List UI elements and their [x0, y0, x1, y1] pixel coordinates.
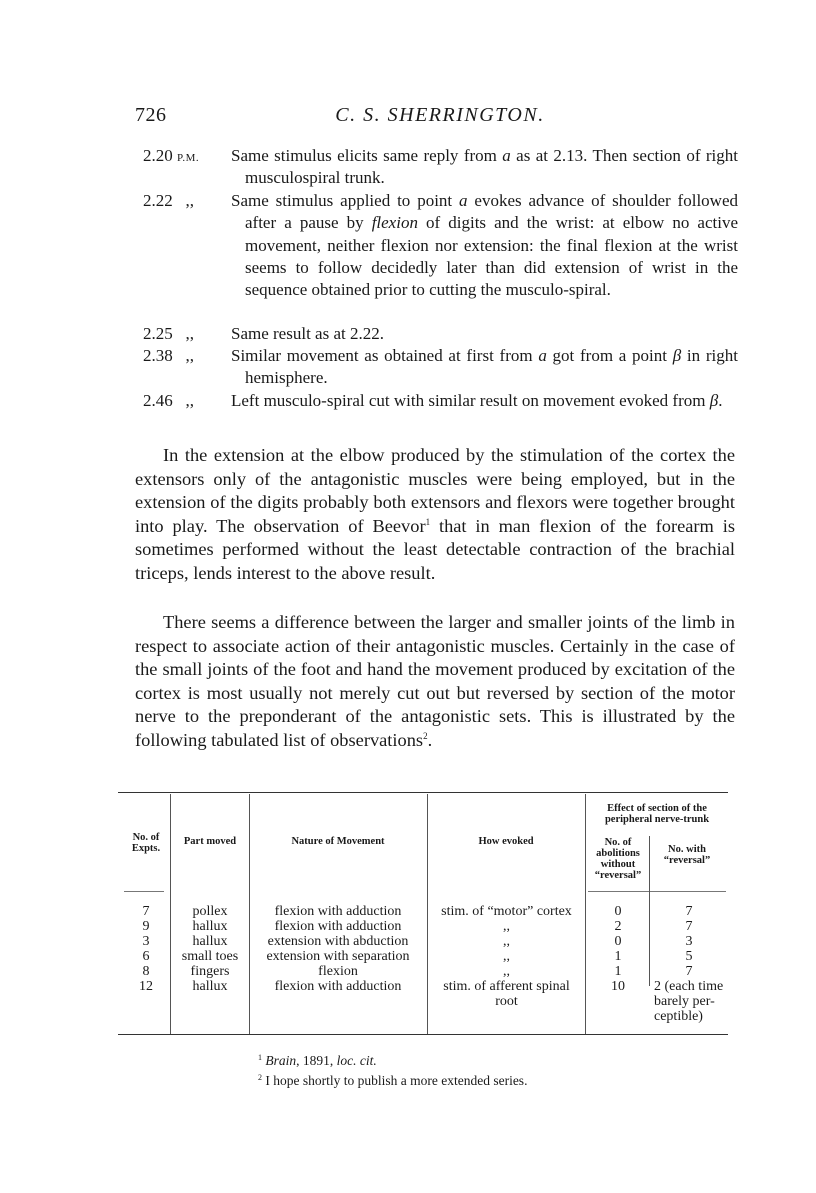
protocol-entry	[143, 190, 738, 301]
observations-table	[118, 788, 728, 1038]
column-abolitions	[588, 904, 648, 994]
entry-text: Same stimulus elicits same reply from a as at 2.13. Then section of right musculospiral trunk.	[231, 146, 738, 188]
table-cell-evoked: ,,	[503, 964, 510, 979]
table-top-rule	[118, 792, 728, 793]
header-nature: Nature of Movement	[291, 836, 385, 847]
column-nature	[251, 904, 425, 994]
table-cell-reversal: 2 (each time barely per- ceptible)	[654, 979, 724, 1024]
header-rule	[588, 891, 726, 892]
table-cell-expts: 6	[142, 949, 150, 964]
table-cell-abolitions: 0	[614, 934, 622, 949]
table-cell-expts: 9	[142, 919, 150, 934]
column-expts	[126, 904, 166, 994]
protocol-entry	[143, 145, 738, 190]
entry-text: Same stimulus applied to point a evokes advance of shoulder followed after a pause by flexion of digits and the wrist: at elbow no active movement, neither flexion nor extension: the final flexion at the wrist seems to follow decidedly later than did extension of wrist in the sequence obtained prior to cutting the musculo-spiral.	[231, 191, 738, 300]
protocol-entry	[143, 345, 738, 390]
protocol-entry	[143, 390, 738, 412]
table-cell-nature: extension with abduction	[267, 934, 409, 949]
table-cell-part: hallux	[192, 934, 228, 949]
table-cell-part: hallux	[192, 979, 228, 994]
column-divider	[585, 794, 586, 1034]
header-expts: No. of Expts.	[131, 832, 161, 854]
entry-text: Left musculo-spiral cut with similar result on movement evoked from β.	[231, 391, 723, 410]
entry-time: 2.46 ,,	[143, 391, 194, 410]
header-part: Part moved	[183, 836, 237, 847]
entry-time: 2.25 ,,	[143, 324, 194, 343]
entry-text: Similar movement as obtained at first from a got from a point β in right hemisphere.	[231, 346, 738, 388]
column-evoked	[429, 904, 584, 1009]
table-cell-expts: 7	[142, 904, 150, 919]
column-reversal	[651, 904, 727, 1024]
table-cell-part: hallux	[192, 919, 228, 934]
table-cell-evoked: stim. of “motor” cortex	[441, 904, 572, 919]
table-cell-nature: flexion with adduction	[274, 904, 402, 919]
table-cell-nature: flexion	[318, 964, 358, 979]
page-number: 726	[135, 104, 167, 126]
table-cell-abolitions: 1	[614, 964, 622, 979]
entry-time: 2.20 P.M.	[143, 146, 200, 165]
body-paragraph: There seems a difference between the larger and smaller joints of the limb in respect to associate action of their antagonistic muscles. Certainly in the case of the small joints of the foot and hand the movement produced by excitation of the cortex is most usually not merely cut out but reversed by section of the motor nerve to the preponderant of the antagonistic sets. This is illustrated by the following tabulated list of observations$^2$.	[135, 612, 735, 750]
column-divider	[170, 794, 171, 1034]
table-cell-abolitions: 2	[614, 919, 622, 934]
table-cell-nature: flexion with adduction	[274, 919, 402, 934]
table-cell-evoked: ,,	[503, 949, 510, 964]
header-reversal: No. with “reversal”	[663, 844, 711, 866]
table-cell-evoked: ,,	[503, 934, 510, 949]
table-cell-part: small toes	[181, 949, 239, 964]
protocol-entry	[143, 323, 738, 345]
entry-time: 2.22 ,,	[143, 191, 194, 210]
table-cell-nature: flexion with adduction	[274, 979, 402, 994]
table-cell-abolitions: 1	[614, 949, 622, 964]
header-evoked: How evoked	[478, 836, 534, 847]
entry-text: Same result as at 2.22.	[231, 324, 384, 343]
table-cell-expts: 8	[142, 964, 150, 979]
table-cell-reversal: 5	[685, 949, 693, 964]
table-cell-expts: 3	[142, 934, 150, 949]
table-cell-expts: 12	[139, 979, 153, 994]
table-bottom-rule	[118, 1034, 728, 1035]
header-abolitions: No. of abolitions without “reversal”	[594, 837, 642, 881]
footnote: $^1$ Brain, 1891, loc. cit.	[258, 1053, 377, 1068]
table-cell-evoked: stim. of afferent spinal root	[443, 979, 570, 1009]
table-cell-nature: extension with separation	[266, 949, 410, 964]
column-divider	[249, 794, 250, 1034]
column-divider	[427, 794, 428, 1034]
table-cell-reversal: 3	[685, 934, 693, 949]
entry-time: 2.38 ,,	[143, 346, 194, 365]
running-title: C. S. SHERRINGTON.	[335, 104, 545, 126]
table-cell-part: pollex	[192, 904, 228, 919]
table-cell-reversal: 7	[685, 964, 693, 979]
column-part	[172, 904, 248, 994]
header-rule	[124, 891, 164, 892]
header-effect: Effect of section of the peripheral nerve-trunk	[604, 803, 710, 825]
body-paragraph: In the extension at the elbow produced by the stimulation of the cortex the extensors only of the antagonistic muscles were being employed, but in the extension of the digits probably both extensors and flexors were together brought into play. The observation of Beevor$^1$ that in man flexion of the forearm is sometimes performed without the least detectable contraction of the brachial triceps, lends interest to the above result.	[135, 445, 736, 583]
table-cell-abolitions: 10	[611, 979, 625, 994]
table-cell-reversal: 7	[685, 919, 693, 934]
table-cell-reversal: 7	[685, 904, 693, 919]
table-cell-part: fingers	[190, 964, 230, 979]
footnote: $^2$ I hope shortly to publish a more extended series.	[258, 1073, 528, 1088]
column-divider	[649, 836, 650, 986]
table-cell-evoked: ,,	[503, 919, 510, 934]
table-cell-abolitions: 0	[614, 904, 622, 919]
